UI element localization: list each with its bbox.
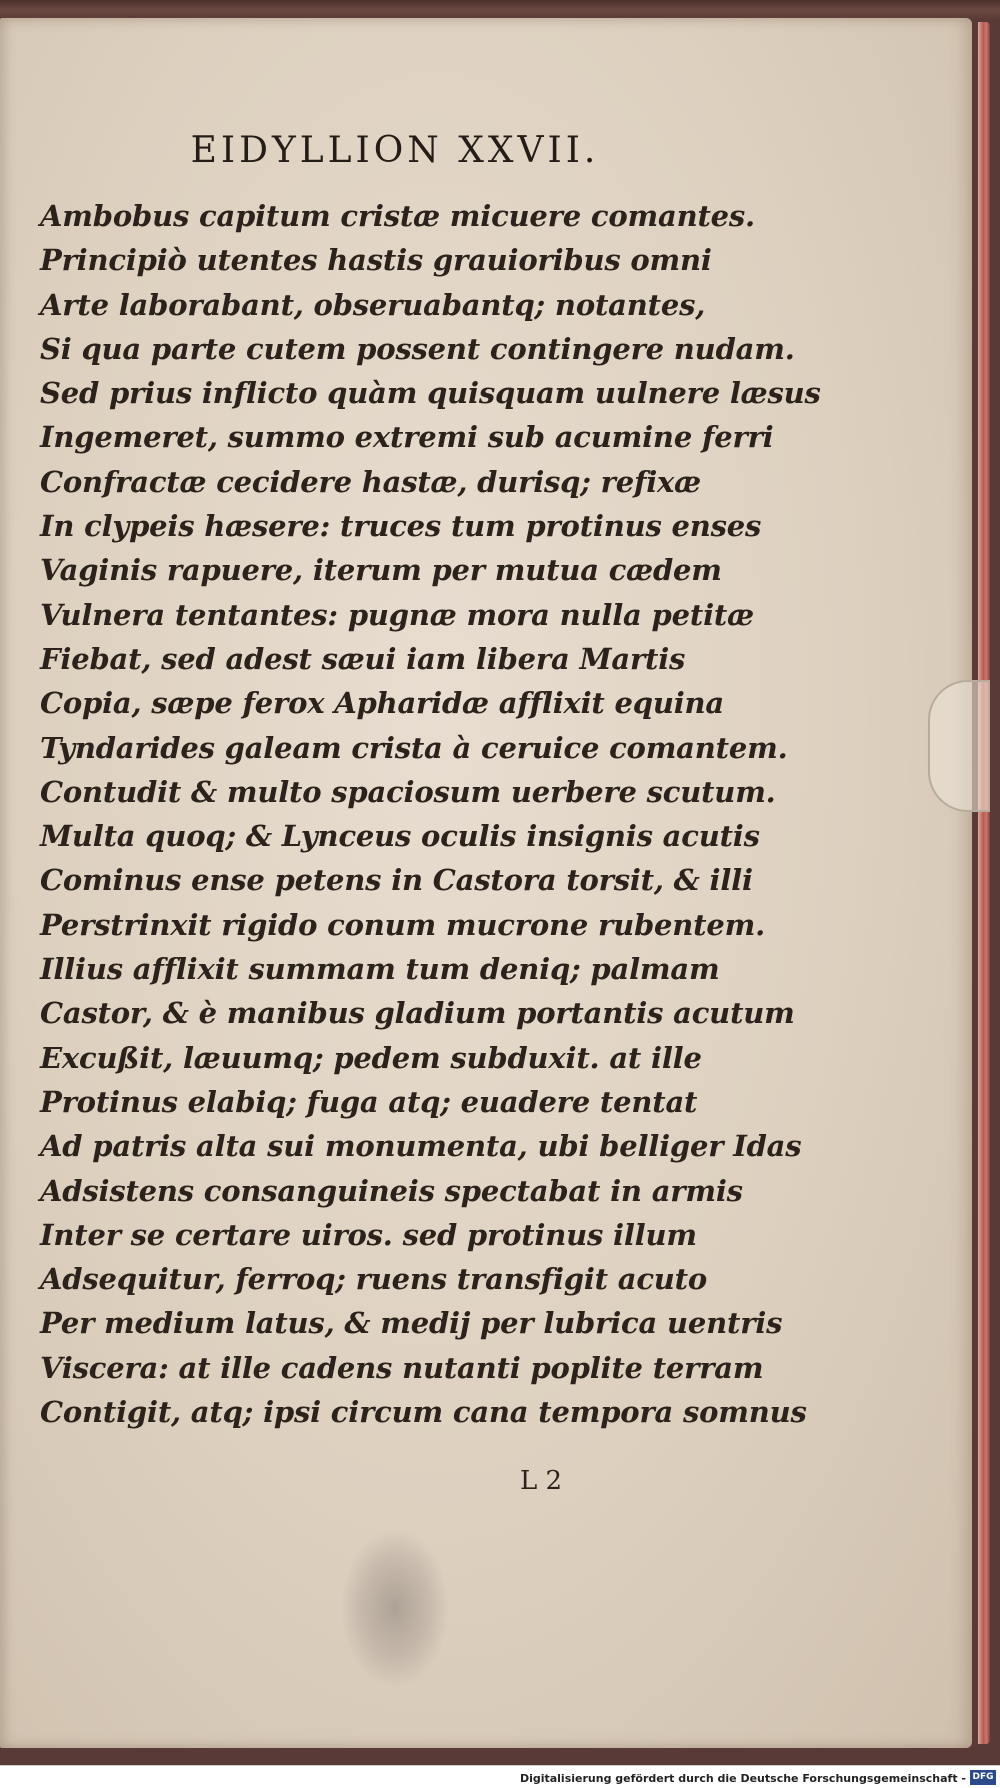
verse-line: Principiò utentes hastis grauioribus omni [40, 243, 712, 278]
verse-line: Ingemeret, summo extremi sub acumine ferri [40, 420, 774, 455]
verse-line: Adsequitur, ferroq; ruens transfigit acuto [40, 1262, 708, 1297]
verse-line: Cominus ense petens in Castora torsit, & illi [40, 863, 753, 898]
verse-line: Vaginis rapuere, iterum per mutua cædem [40, 553, 722, 588]
verse-line: Sed prius inflicto quàm quisquam uulnere læsus [40, 376, 821, 411]
verse-line: Contigit, atq; ipsi circum cana tempora somnus [40, 1395, 807, 1430]
verse-line: Adsistens consanguineis spectabat in armis [40, 1173, 743, 1208]
verse-line: Protinus elabiq; fuga atq; euadere tentat [40, 1084, 698, 1119]
digitization-footer [0, 1765, 1000, 1788]
verse-line: Fiebat, sed adest sæui iam libera Martis [40, 641, 686, 676]
verse-line: Contudit & multo spaciosum uerbere scutum. [40, 774, 776, 809]
page-header: EIDYLLION XXVII. [190, 130, 600, 171]
verse-line: Vulnera tentantes: pugnæ mora nulla petitæ [40, 597, 754, 632]
dfg-logo-icon: DFG [970, 1770, 996, 1785]
verse-line: Excußit, læuumq; pedem subduxit. at ille [40, 1040, 702, 1075]
verse-line: Perstrinxit rigido conum mucrone rubentem. [40, 907, 765, 942]
verse-line: In clypeis hæsere: truces tum protinus enses [40, 509, 762, 544]
verse-line: Ad patris alta sui monumenta, ubi belliger Idas [40, 1129, 802, 1164]
verse-line: Castor, & è manibus gladium portantis acutum [40, 996, 795, 1031]
ink-smudge [340, 1528, 450, 1688]
verse-line: Multa quoq; & Lynceus oculis insignis acutis [40, 819, 760, 854]
signature-mark: L 2 [520, 1466, 563, 1496]
verse-line: Tyndarides galeam crista à ceruice comantem. [40, 730, 788, 765]
clasp-tab [928, 680, 990, 812]
verse-line: Illius afflixit summam tum deniq; palmam [40, 952, 720, 987]
footer-credit: Digitalisierung gefördert durch die Deutsche Forschungsgemeinschaft - [519, 1772, 966, 1785]
red-page-edge [978, 22, 990, 1744]
verse-line: Arte laborabant, obseruabantq; notantes, [40, 287, 706, 322]
verse-line: Per medium latus, & medij per lubrica uentris [40, 1306, 783, 1341]
verse-line: Viscera: at ille cadens nutanti poplite terram [40, 1350, 764, 1385]
verse-line: Ambobus capitum cristæ micuere comantes. [40, 199, 755, 233]
verse-line: Si qua parte cutem possent contingere nudam. [40, 331, 795, 366]
verse-text [40, 194, 821, 1434]
verse-line: Inter se certare uiros. sed protinus illum [40, 1217, 697, 1252]
verse-line: Confractæ cecidere hastæ, durisq; refixæ [40, 464, 701, 499]
verse-line: Copia, sæpe ferox Apharidæ afflixit equina [40, 686, 725, 721]
book-page [0, 18, 972, 1748]
